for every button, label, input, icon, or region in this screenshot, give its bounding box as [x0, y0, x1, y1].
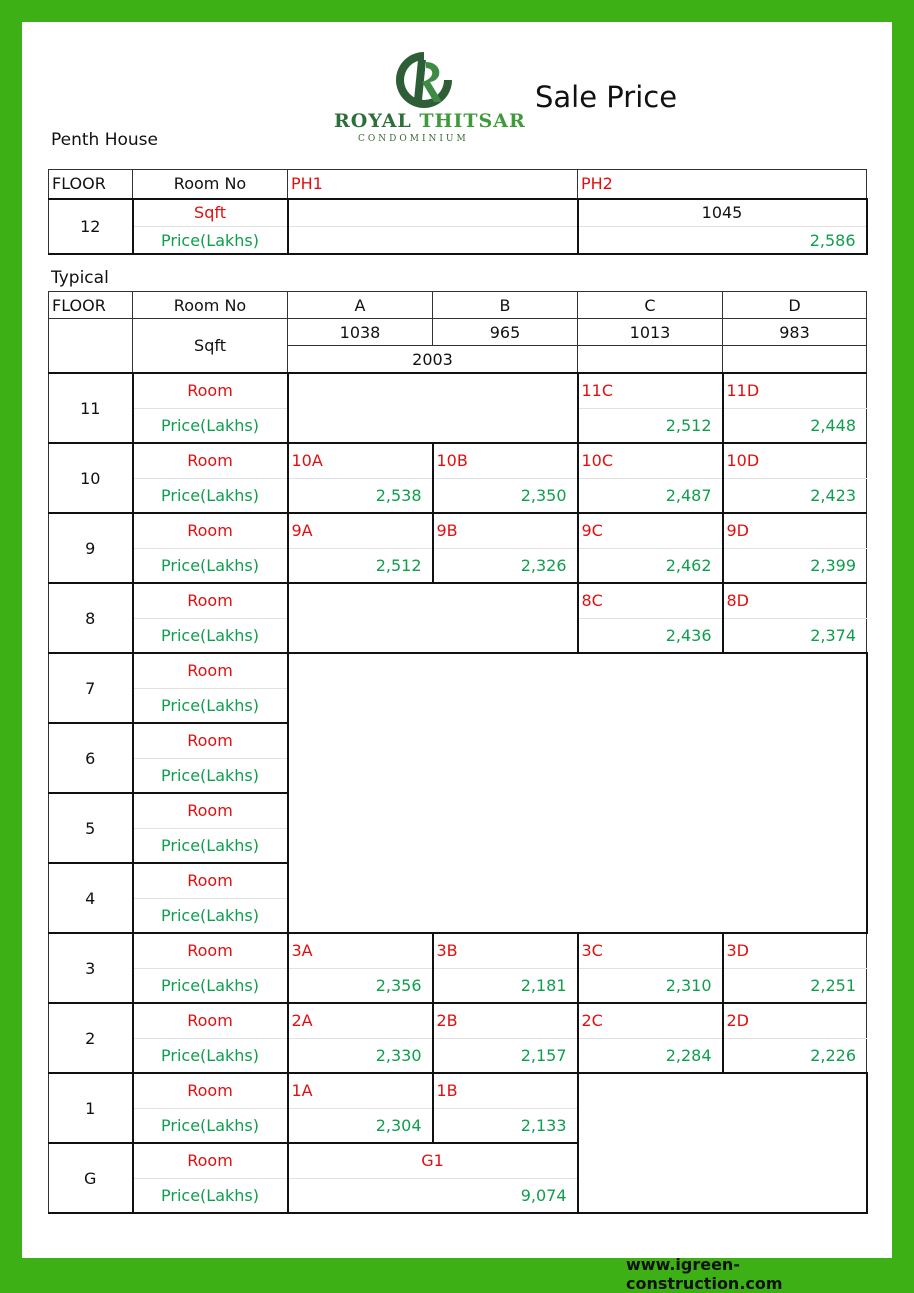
price-9c: 2,462	[578, 548, 723, 583]
room-label: Room	[133, 863, 288, 898]
room-1b: 1B	[433, 1073, 578, 1108]
floor-1: 1	[49, 1073, 133, 1143]
price-label: Price(Lakhs)	[133, 618, 288, 653]
room-8d: 8D	[723, 583, 867, 618]
price-9a: 2,512	[288, 548, 433, 583]
room-label: Room	[133, 1073, 288, 1108]
price-2c: 2,284	[578, 1038, 723, 1073]
price-label: Price(Lakhs)	[133, 548, 288, 583]
price-3c: 2,310	[578, 968, 723, 1003]
price-sheet	[22, 22, 892, 1293]
price-g1: 9,074	[288, 1178, 578, 1213]
footer-url[interactable]: www.igreen-construction.com	[626, 1255, 783, 1293]
room-label: Room	[133, 1143, 288, 1178]
sqft-b: 965	[433, 319, 578, 346]
roomno-header: Room No	[133, 292, 288, 319]
room-8c: 8C	[578, 583, 723, 618]
column-d-header: D	[723, 292, 867, 319]
ph2-sqft: 1045	[578, 199, 867, 227]
price-label: Price(Lakhs)	[133, 408, 288, 443]
price-10a: 2,538	[288, 478, 433, 513]
floor-header: FLOOR	[49, 292, 133, 319]
price-1b: 2,133	[433, 1108, 578, 1143]
price-3a: 2,356	[288, 968, 433, 1003]
floor-g: G	[49, 1143, 133, 1213]
blank-cell	[288, 583, 578, 653]
room-3d: 3D	[723, 933, 867, 968]
price-2b: 2,157	[433, 1038, 578, 1073]
floor-9: 9	[49, 513, 133, 583]
room-9a: 9A	[288, 513, 433, 548]
floor-12: 12	[49, 199, 133, 255]
price-3d: 2,251	[723, 968, 867, 1003]
column-a-header: A	[288, 292, 433, 319]
page-title: Sale Price	[535, 80, 678, 114]
price-8c: 2,436	[578, 618, 723, 653]
room-label: Room	[133, 513, 288, 548]
room-9c: 9C	[578, 513, 723, 548]
blank-cell	[49, 319, 133, 374]
room-label: Room	[133, 653, 288, 688]
floor-header: FLOOR	[49, 170, 133, 199]
room-3a: 3A	[288, 933, 433, 968]
price-9d: 2,399	[723, 548, 867, 583]
ph2-price: 2,586	[578, 227, 867, 255]
floor-6: 6	[49, 723, 133, 793]
price-10c: 2,487	[578, 478, 723, 513]
sqft-c: 1013	[578, 319, 723, 346]
penthouse-table	[48, 169, 868, 255]
room-3b: 3B	[433, 933, 578, 968]
room-label: Room	[133, 933, 288, 968]
room-label: Room	[133, 1003, 288, 1038]
room-label: Room	[133, 443, 288, 478]
roomno-header: Room No	[133, 170, 288, 199]
floor-10: 10	[49, 443, 133, 513]
price-1a: 2,304	[288, 1108, 433, 1143]
room-2b: 2B	[433, 1003, 578, 1038]
price-label: Price(Lakhs)	[133, 1108, 288, 1143]
room-9b: 9B	[433, 513, 578, 548]
room-2d: 2D	[723, 1003, 867, 1038]
price-2d: 2,226	[723, 1038, 867, 1073]
room-10b: 10B	[433, 443, 578, 478]
floor-7: 7	[49, 653, 133, 723]
floor-2: 2	[49, 1003, 133, 1073]
blank-cell	[288, 373, 578, 443]
price-label: Price(Lakhs)	[133, 1178, 288, 1213]
room-10a: 10A	[288, 443, 433, 478]
price-label: Price(Lakhs)	[133, 828, 288, 863]
blank-cell	[288, 653, 867, 933]
price-10b: 2,350	[433, 478, 578, 513]
room-label: Room	[133, 793, 288, 828]
room-3c: 3C	[578, 933, 723, 968]
room-11d: 11D	[723, 373, 867, 408]
price-label: Price(Lakhs)	[133, 1038, 288, 1073]
price-11c: 2,512	[578, 408, 723, 443]
price-label: Price(Lakhs)	[133, 758, 288, 793]
price-label: Price(Lakhs)	[133, 968, 288, 1003]
floor-8: 8	[49, 583, 133, 653]
room-11c: 11C	[578, 373, 723, 408]
price-label: Price(Lakhs)	[133, 898, 288, 933]
sqft-label: Sqft	[133, 199, 288, 227]
room-label: Room	[133, 723, 288, 758]
sqft-a: 1038	[288, 319, 433, 346]
price-8d: 2,374	[723, 618, 867, 653]
brand-name: ROYAL THITSAR	[334, 110, 526, 132]
price-label: Price(Lakhs)	[133, 688, 288, 723]
blank-cell	[578, 346, 723, 374]
sqft-d: 983	[723, 319, 867, 346]
typical-heading: Typical	[51, 268, 109, 288]
price-label: Price(Lakhs)	[133, 478, 288, 513]
price-10d: 2,423	[723, 478, 867, 513]
room-2c: 2C	[578, 1003, 723, 1038]
price-9b: 2,326	[433, 548, 578, 583]
blank-cell	[723, 346, 867, 374]
room-label: Room	[133, 583, 288, 618]
room-label: Room	[133, 373, 288, 408]
ph1-sqft	[288, 199, 578, 227]
room-g1: G1	[288, 1143, 578, 1178]
price-label: Price(Lakhs)	[133, 227, 288, 255]
typical-table	[48, 291, 868, 1214]
brand-subtitle: CONDOMINIUM	[358, 134, 469, 144]
sqft-ab-combined: 2003	[288, 346, 578, 374]
floor-11: 11	[49, 373, 133, 443]
price-3b: 2,181	[433, 968, 578, 1003]
column-c-header: C	[578, 292, 723, 319]
room-10c: 10C	[578, 443, 723, 478]
price-11d: 2,448	[723, 408, 867, 443]
floor-3: 3	[49, 933, 133, 1003]
floor-5: 5	[49, 793, 133, 863]
room-ph1: PH1	[288, 170, 578, 199]
price-2a: 2,330	[288, 1038, 433, 1073]
royal-thitsar-r-logo-icon	[392, 50, 456, 108]
blank-cell	[578, 1073, 867, 1213]
room-9d: 9D	[723, 513, 867, 548]
column-b-header: B	[433, 292, 578, 319]
room-ph2: PH2	[578, 170, 867, 199]
room-2a: 2A	[288, 1003, 433, 1038]
ph1-price	[288, 227, 578, 255]
room-1a: 1A	[288, 1073, 433, 1108]
sqft-label: Sqft	[133, 319, 288, 374]
room-10d: 10D	[723, 443, 867, 478]
floor-4: 4	[49, 863, 133, 933]
penthouse-heading: Penth House	[51, 130, 158, 150]
